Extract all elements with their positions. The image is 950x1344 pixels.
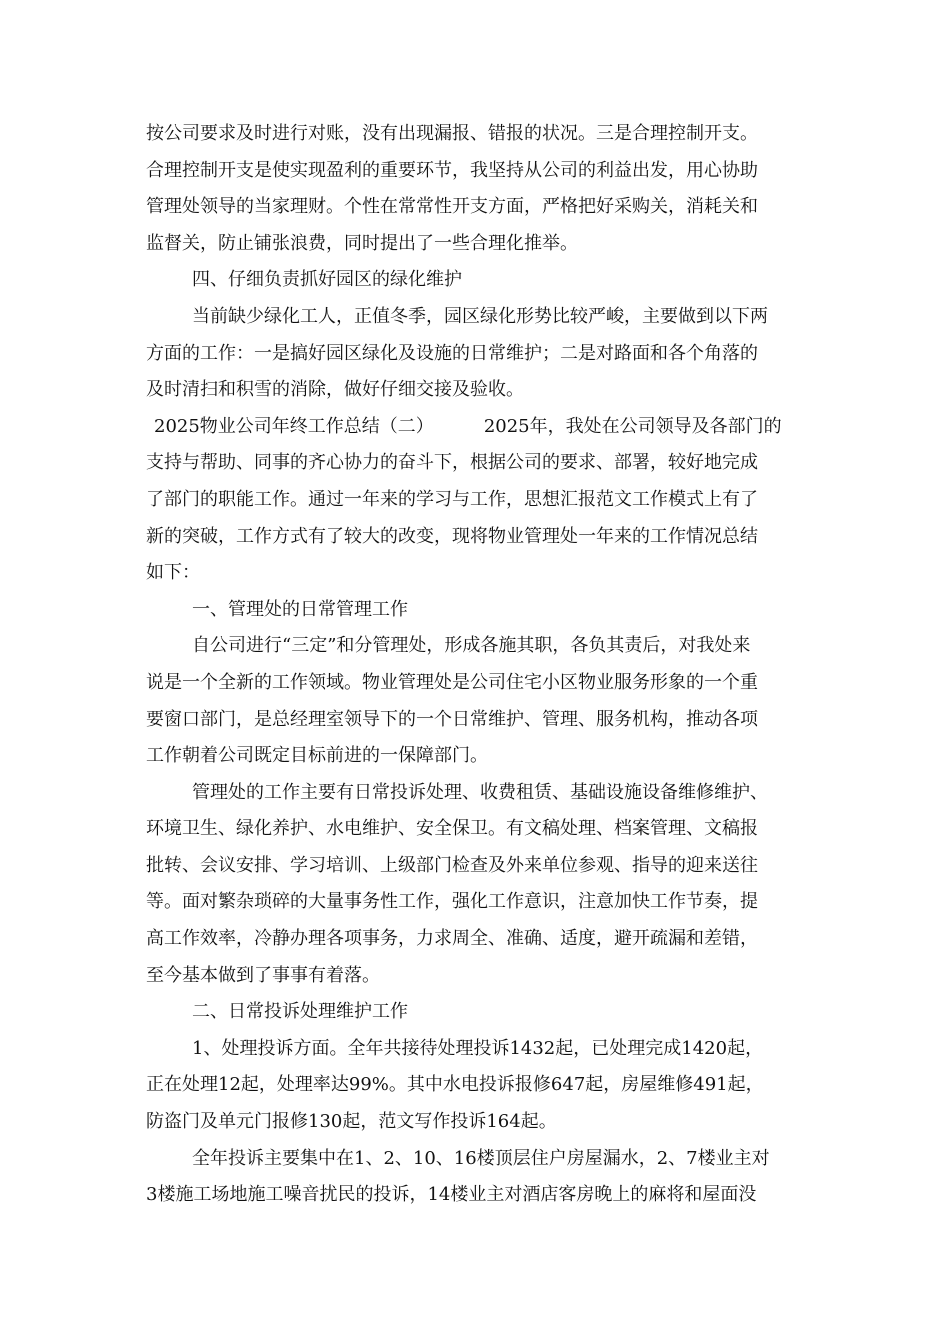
text-line: 高工作效率，冷静办理各项事务，力求周全、准确、适度，避开疏漏和差错， <box>146 928 758 950</box>
text-line: 管理处领导的当家理财。个性在常常性开支方面，严格把好采购关，消耗关和 <box>146 196 758 218</box>
text-line: 工作朝着公司既定目标前进的一保障部门。 <box>146 745 488 767</box>
text-line: 合理控制开支是使实现盈利的重要环节，我坚持从公司的利益出发，用心协助 <box>146 159 758 181</box>
text-line: 防盗门及单元门报修130起，范文写作投诉164起。 <box>146 1111 557 1133</box>
text-line: 如下： <box>146 562 200 584</box>
text-line: 说是一个全新的工作领域。物业管理处是公司住宅小区物业服务形象的一个重 <box>146 671 758 693</box>
text-line: 正在处理12起，处理率达99%。其中水电投诉报修647起，房屋维修491起， <box>146 1074 764 1096</box>
document-title: 2025物业公司年终工作总结（二） <box>154 415 434 437</box>
text-line: 2025年，我处在公司领导及各部门的 <box>483 415 782 437</box>
text-line: 要窗口部门，是总经理室领导下的一个日常维护、管理、服务机构，推动各项 <box>146 708 758 730</box>
document-title-line <box>146 409 808 446</box>
text-line: 等。面对繁杂琐碎的大量事务性工作，强化工作意识，注意加快工作节奏，提 <box>146 891 758 913</box>
text-line: 按公司要求及时进行对账，没有出现漏报、错报的状况。三是合理控制开支。 <box>146 123 758 144</box>
text-line: 方面的工作：一是搞好园区绿化及设施的日常维护；二是对路面和各个角落的 <box>146 342 758 364</box>
text-line: 了部门的职能工作。通过一年来的学习与工作，思想汇报范文工作模式上有了 <box>146 488 758 510</box>
text-line: 1、处理投诉方面。全年共接待处理投诉1432起，已处理完成1420起， <box>192 1037 764 1059</box>
text-line: 当前缺少绿化工人，正值冬季，园区绿化形势比较严峻，主要做到以下两 <box>192 305 768 327</box>
document-body <box>146 116 808 1214</box>
text-line: 3楼施工场地施工噪音扰民的投诉，14楼业主对酒店客房晚上的麻将和屋面没 <box>146 1184 757 1206</box>
text-line: 管理处的工作主要有日常投诉处理、收费租赁、基础设施设备维修维护、 <box>192 781 768 803</box>
text-line: 批转、会议安排、学习培训、上级部门检查及外来单位参观、指导的迎来送往 <box>146 854 758 876</box>
text-line: 监督关，防止铺张浪费，同时提出了一些合理化推举。 <box>146 232 578 254</box>
text-line: 新的突破，工作方式有了较大的改变，现将物业管理处一年来的工作情况总结 <box>146 525 758 547</box>
text-line: 支持与帮助、同事的齐心协力的奋斗下，根据公司的要求、部署，较好地完成 <box>146 452 758 474</box>
section-heading: 一、管理处的日常管理工作 <box>192 598 408 620</box>
text-line: 环境卫生、绿化养护、水电维护、安全保卫。有文稿处理、档案管理、文稿报 <box>146 818 758 840</box>
text-line: 至今基本做到了事事有着落。 <box>146 964 380 986</box>
text-line: 及时清扫和积雪的消除，做好仔细交接及验收。 <box>146 379 524 401</box>
text-line: 自公司进行“三定”和分管理处，形成各施其职，各负其责后，对我处来 <box>192 635 751 657</box>
section-heading: 二、日常投诉处理维护工作 <box>192 1001 408 1023</box>
text-line: 全年投诉主要集中在1、2、10、16楼顶层住户房屋漏水，2、7楼业主对 <box>192 1147 770 1169</box>
section-heading: 四、仔细负责抓好园区的绿化维护 <box>192 269 462 291</box>
